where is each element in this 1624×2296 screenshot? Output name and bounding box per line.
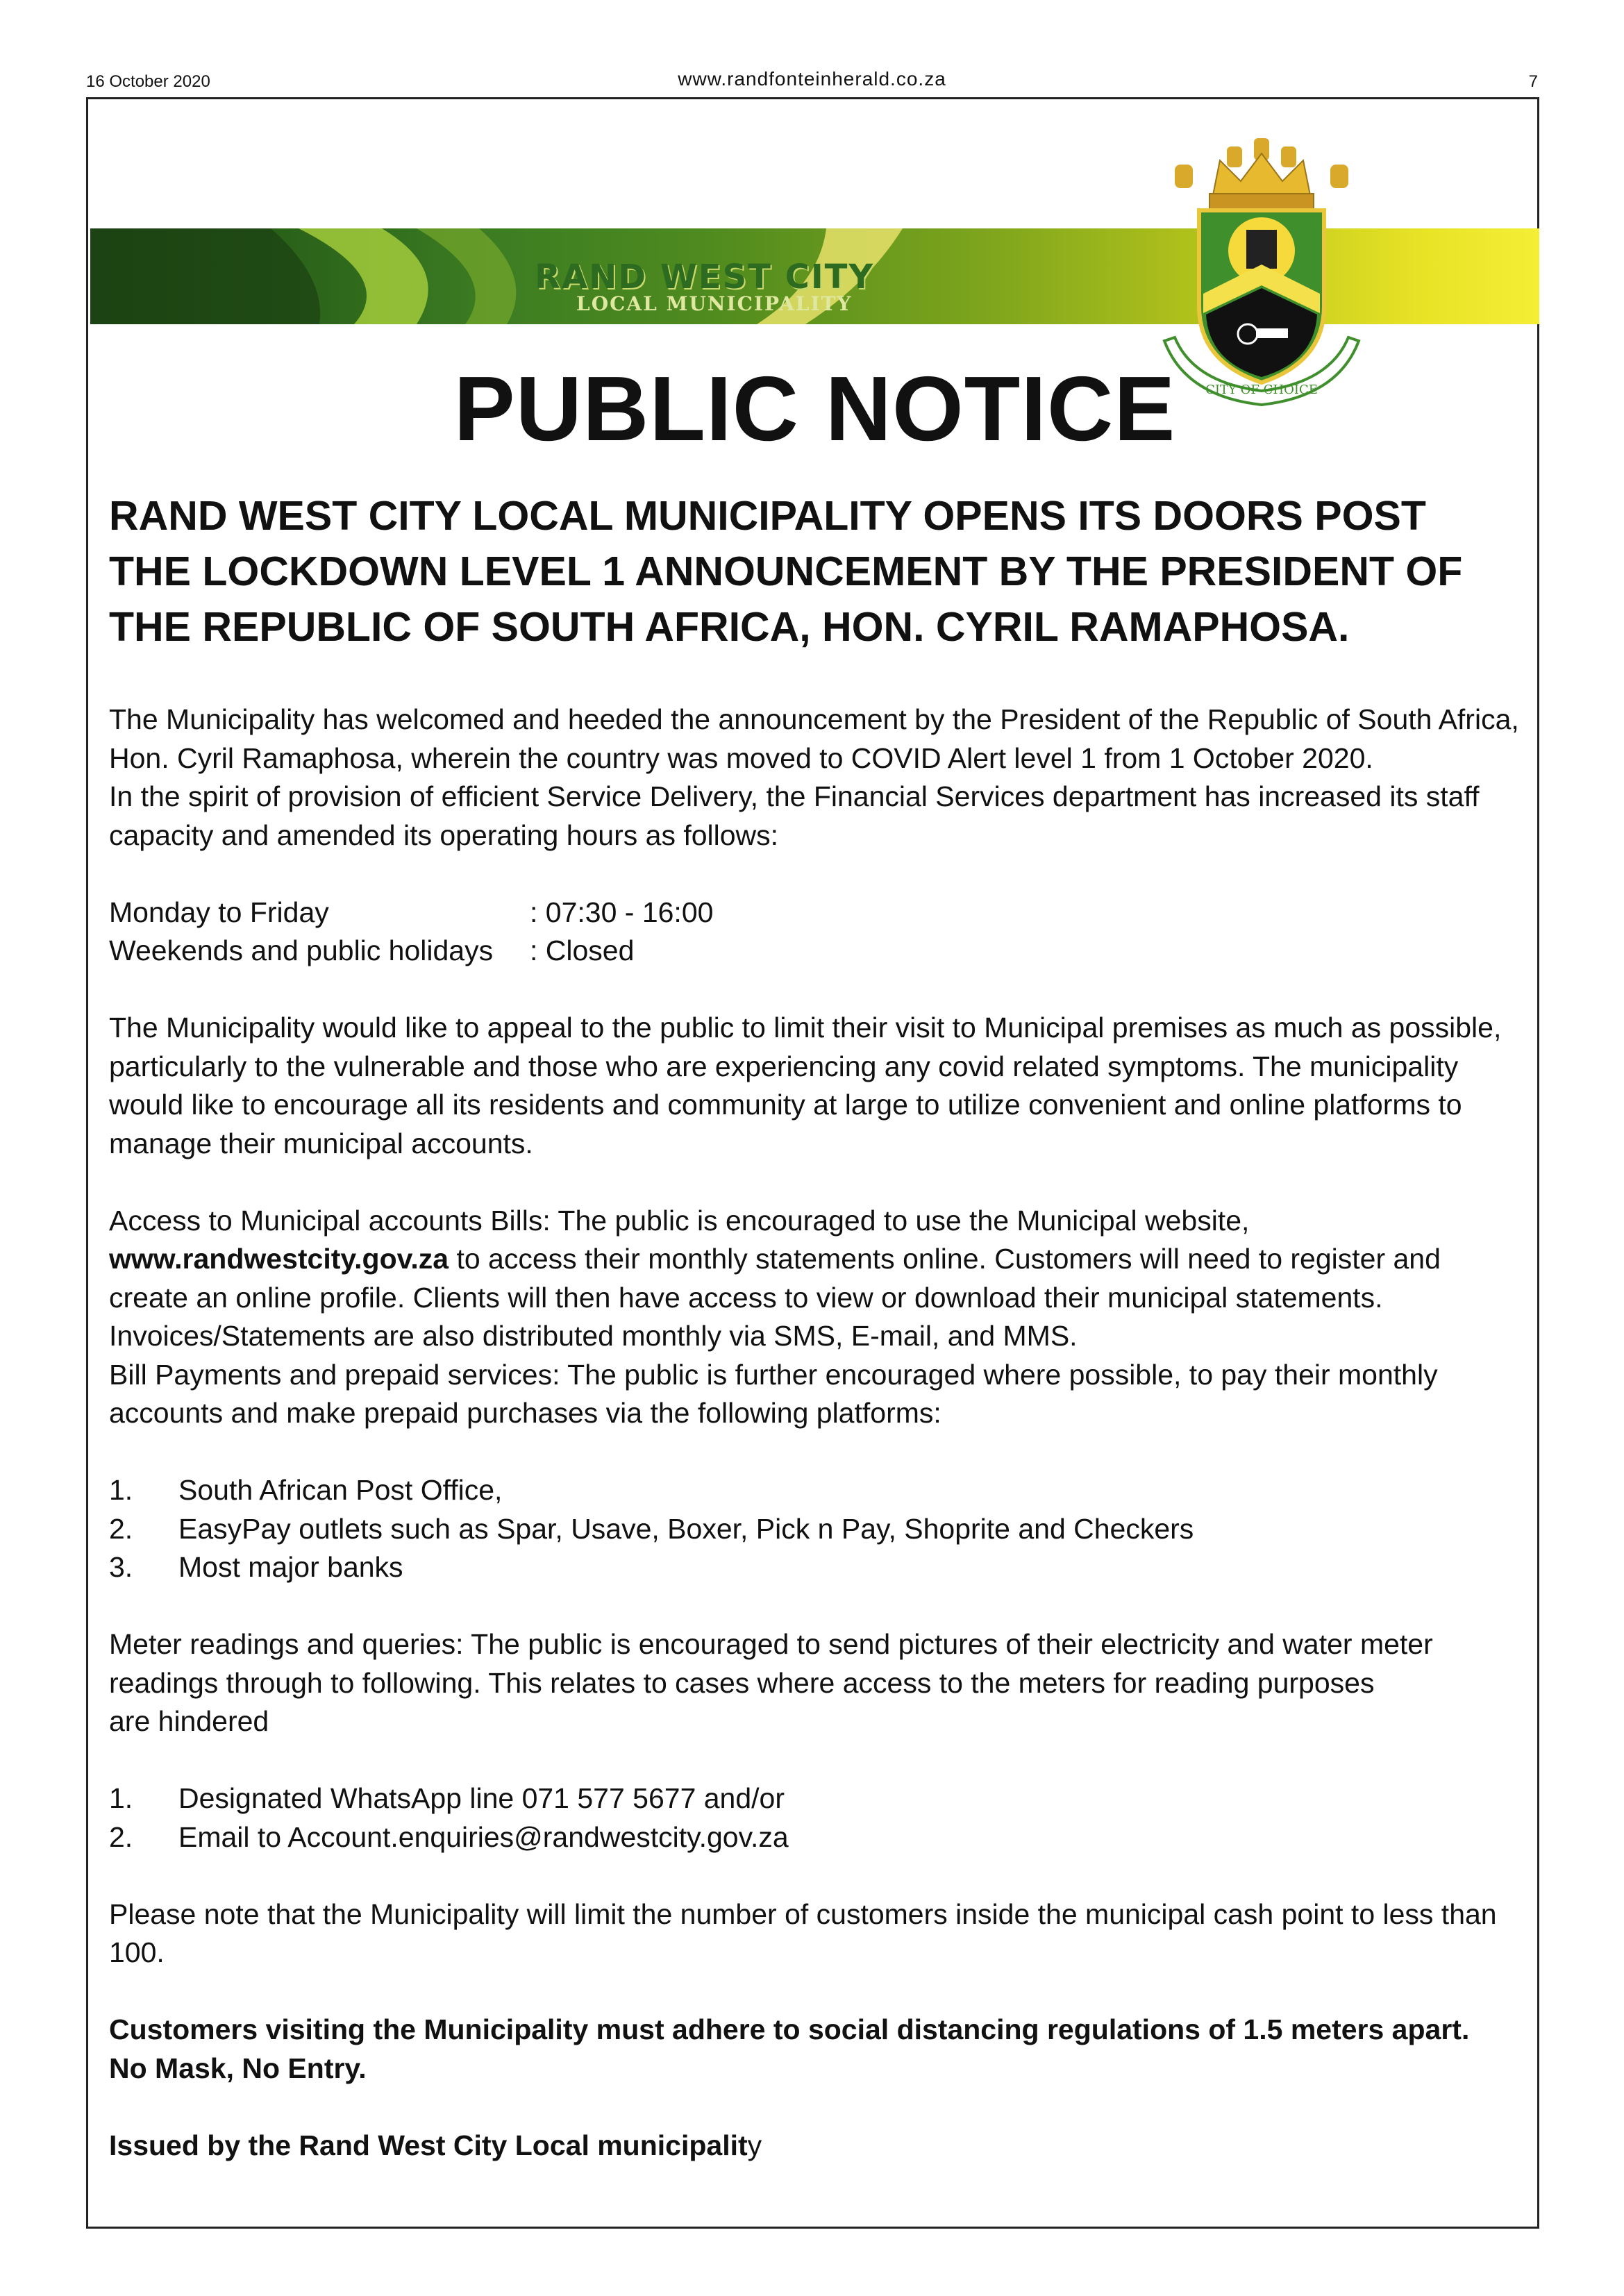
municipal-website-link[interactable]: www.randwestcity.gov.za: [109, 1243, 449, 1275]
hours-row: [109, 932, 1525, 971]
page-number: 7: [1528, 72, 1538, 91]
hours-value: : 07:30 - 16:00: [530, 896, 714, 928]
banner-title: RAND WEST CITY: [535, 258, 875, 296]
email-contact[interactable]: Email to Account.enquiries@randwestcity.gov.za: [178, 1820, 789, 1853]
issued-by-line: [109, 2127, 1525, 2165]
whatsapp-contact: Designated WhatsApp line 071 577 5677 and/or: [178, 1782, 785, 1814]
payments-paragraph: Bill Payments and prepaid services: The public is further encouraged where possible, to pay their monthly accounts and make prepaid purchases via the following platforms:: [109, 1358, 1438, 1429]
newspaper-url[interactable]: www.randfonteinherald.co.za: [678, 68, 946, 90]
issued-by: Issued by the Rand West City Local municipalit: [109, 2129, 748, 2161]
banner-subtitle: LOCAL MUNICIPALITY: [576, 292, 853, 315]
meter-paragraph-line: Meter readings and queries: The public is encouraged to send pictures of their electricity and water meter: [109, 1628, 1433, 1660]
appeal-paragraph: The Municipality would like to appeal to the public to limit their visit to Municipal premises as much as possible, particularly to the vulnerable and those who are experiencing any covid related symptoms. The municipality would like to encourage all its residents and community at large to utilize convenient and online platforms to manage their municipal accounts.: [109, 1012, 1502, 1159]
list-number: 2.: [109, 1512, 133, 1545]
meter-paragraph-line: readings through to following. This relates to cases where access to the meters for reading purposes: [109, 1666, 1375, 1699]
access-paragraph: Access to Municipal accounts Bills: The public is encouraged to use the Municipal website,: [109, 1204, 1250, 1237]
list-text: Most major banks: [178, 1551, 403, 1583]
notice-body: [109, 701, 1525, 2165]
invoices-paragraph: Invoices/Statements are also distributed monthly via SMS, E-mail, and MMS.: [109, 1320, 1078, 1352]
list-item: [109, 1548, 1525, 1587]
mask-notice: No Mask, No Entry.: [109, 2052, 367, 2084]
list-text: South African Post Office,: [178, 1474, 503, 1506]
list-number: 2.: [109, 1820, 133, 1853]
distancing-notice: Customers visiting the Municipality must adhere to social distancing regulations of 1.5 meters apart.: [109, 2013, 1470, 2045]
list-text: EasyPay outlets such as Spar, Usave, Boxer, Pick n Pay, Shoprite and Checkers: [178, 1512, 1194, 1545]
hours-label: Monday to Friday: [109, 896, 329, 928]
intro-paragraph: The Municipality has welcomed and heeded the announcement by the President of the Republic of South Africa, Hon. Cyril Ramaphosa, wherein the country was moved to COVID Alert level 1 from 1 October 2020.: [109, 703, 1519, 774]
list-item: [109, 1818, 1525, 1857]
crest-motto: CITY OF CHOICE: [1205, 383, 1318, 397]
list-item: [109, 1510, 1525, 1549]
list-item: [109, 1471, 1525, 1510]
service-paragraph: In the spirit of provision of efficient Service Delivery, the Financial Services department has increased its staff capacity and amended its operating hours as follows:: [109, 780, 1480, 851]
limit-paragraph: Please note that the Municipality will limit the number of customers inside the municipal cash point to less than 100.: [109, 1897, 1497, 1968]
list-item: [109, 1779, 1525, 1818]
issued-by-tail: y: [747, 2129, 762, 2161]
website-paragraph: [109, 1240, 1525, 1317]
notice-title: PUBLIC NOTICE: [453, 358, 1176, 460]
notice-headline: RAND WEST CITY LOCAL MUNICIPALITY OPENS ITS DOORS POST THE LOCKDOWN LEVEL 1 ANNOUNCEMENT BY THE PRESIDENT OF THE REPUBLIC OF SOUTH AFRICA, HON. CYRIL RAMAPHOSA.: [109, 493, 1463, 650]
issue-date: 16 October 2020: [86, 72, 210, 91]
list-number: 1.: [109, 1474, 133, 1506]
hours-value: : Closed: [530, 935, 635, 966]
hours-label: Weekends and public holidays: [109, 935, 494, 966]
hours-row: [109, 894, 1525, 932]
access-details: to access their monthly statements online. Customers will need to register and create an online profile. Clients will then have access to view or download their municipal statements.: [109, 1243, 1441, 1314]
list-number: 1.: [109, 1782, 133, 1814]
list-number: 3.: [109, 1551, 133, 1583]
meter-paragraph-line: are hindered: [109, 1705, 269, 1737]
notice-frame: [86, 97, 1539, 2229]
